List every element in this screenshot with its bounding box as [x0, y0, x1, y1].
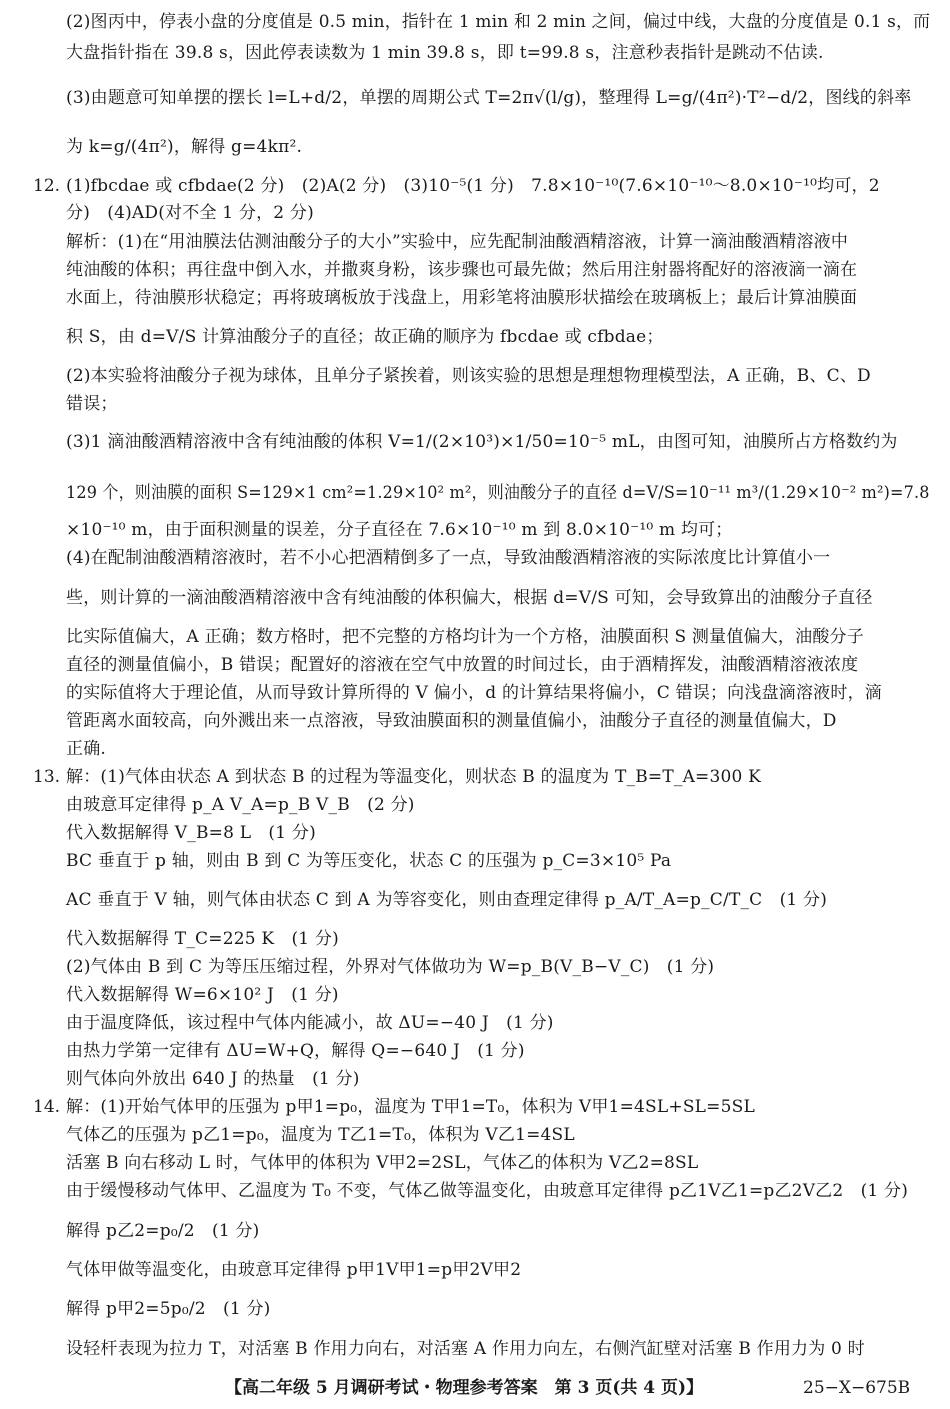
text-line: 气体乙的压强为 p乙1=p₀，温度为 T乙1=T₀，体积为 V乙1=4SL — [66, 1125, 575, 1145]
page-footer: 【高二年级 5 月调研考试・物理参考答案 第 3 页(共 4 页)】 — [225, 1378, 704, 1398]
text-line: (2)本实验将油酸分子视为球体，且单分子紧挨着，则该实验的思想是理想物理模型法，A 正确，B、C、D — [66, 366, 871, 386]
text-line: 的实际值将大于理论值，从而导致计算所得的 V 偏小，d 的计算结果将偏小，C 错误；向浅盘滴溶液时，滴 — [66, 683, 882, 703]
text-line: 由于温度降低，该过程中气体内能减小，故 ΔU=−40 J (1 分) — [66, 1013, 554, 1033]
question-number: 13. — [33, 767, 61, 787]
text-line: (2)图丙中，停表小盘的分度值是 0.5 min，指针在 1 min 和 2 min 之间，偏过中线，大盘的分度值是 0.1 s，而 — [66, 12, 931, 32]
text-line: 活塞 B 向右移动 L 时，气体甲的体积为 V甲2=2SL，气体乙的体积为 V乙2=8SL — [66, 1153, 699, 1173]
text-line: (2)气体由 B 到 C 为等压压缩过程，外界对气体做功为 W=p_B(V_B−V_C) (1 分) — [66, 957, 715, 977]
question-number: 14. — [33, 1097, 61, 1117]
text-line: 由于缓慢移动气体甲、乙温度为 T₀ 不变，气体乙做等温变化，由玻意耳定律得 p乙1V乙1=p乙2V乙2 (1 分) — [66, 1181, 909, 1201]
text-line: 大盘指针指在 39.8 s，因此停表读数为 1 min 39.8 s，即 t=99.8 s，注意秒表指针是跳动不估读. — [66, 43, 824, 63]
text-line: (3)1 滴油酸酒精溶液中含有纯油酸的体积 V=1/(2×10³)×1/50=10⁻⁵ mL，由图可知，油膜所占方格数约为 — [66, 432, 898, 452]
text-line: 解得 p乙2=p₀/2 (1 分) — [66, 1221, 260, 1241]
text-line: 代入数据解得 V_B=8 L (1 分) — [66, 823, 316, 843]
text-line: 解得 p甲2=5p₀/2 (1 分) — [66, 1299, 271, 1319]
text-line: 为 k=g/(4π²)，解得 g=4kπ². — [66, 137, 303, 157]
text-line: AC 垂直于 V 轴，则气体由状态 C 到 A 为等容变化，则由查理定律得 p_A/T_A=p_C/T_C (1 分) — [66, 890, 828, 910]
text-line: 由玻意耳定律得 p_A V_A=p_B V_B (2 分) — [66, 795, 415, 815]
text-line: 错误； — [66, 394, 118, 414]
text-line: 解：(1)开始气体甲的压强为 p甲1=p₀，温度为 T甲1=T₀，体积为 V甲1=4SL+SL=5SL — [66, 1097, 755, 1117]
text-line: 由热力学第一定律有 ΔU=W+Q，解得 Q=−640 J (1 分) — [66, 1041, 525, 1061]
text-line: BC 垂直于 p 轴，则由 B 到 C 为等压变化，状态 C 的压强为 p_C=3×10⁵ Pa — [66, 851, 672, 871]
text-line: (4)在配制油酸酒精溶液时，若不小心把酒精倒多了一点，导致油酸酒精溶液的实际浓度比计算值小一 — [66, 548, 831, 568]
text-line: 代入数据解得 T_C=225 K (1 分) — [66, 929, 339, 949]
text-line: 解析：(1)在“用油膜法估测油酸分子的大小”实验中，应先配制油酸酒精溶液，计算一滴油酸酒精溶液中 — [66, 232, 849, 252]
text-line: 纯油酸的体积；再往盘中倒入水，并撒爽身粉，该步骤也可最先做；然后用注射器将配好的溶液滴一滴在 — [66, 260, 858, 280]
text-line: 管距离水面较高，向外溅出来一点溶液，导致油膜面积的测量值偏小，油酸分子直径的测量值偏大，D — [66, 711, 837, 731]
text-line: 水面上，待油膜形状稳定；再将玻璃板放于浅盘上，用彩笔将油膜形状描绘在玻璃板上；最后计算油膜面 — [66, 288, 858, 308]
text-line: 积 S，由 d=V/S 计算油酸分子的直径；故正确的顺序为 fbcdae 或 cfbdae； — [66, 327, 664, 347]
text-line: 则气体向外放出 640 J 的热量 (1 分) — [66, 1069, 360, 1089]
text-line: 分) (4)AD(对不全 1 分，2 分) — [66, 203, 314, 223]
text-line: ×10⁻¹⁰ m，由于面积测量的误差，分子直径在 7.6×10⁻¹⁰ m 到 8.0×10⁻¹⁰ m 均可； — [66, 520, 733, 540]
text-line: 代入数据解得 W=6×10² J (1 分) — [66, 985, 339, 1005]
text-line: (1)fbcdae 或 cfbdae(2 分) (2)A(2 分) (3)10⁻⁵(1 分) 7.8×10⁻¹⁰(7.6×10⁻¹⁰～8.0×10⁻¹⁰均可，2 — [66, 176, 880, 196]
text-line: 解：(1)气体由状态 A 到状态 B 的过程为等温变化，则状态 B 的温度为 T_B=T_A=300 K — [66, 767, 762, 787]
text-line: 设轻杆表现为拉力 T，对活塞 B 作用力向右，对活塞 A 作用力向左，右侧汽缸壁对活塞 B 作用力为 0 时 — [66, 1339, 865, 1359]
text-line: 比实际值偏大，A 正确；数方格时，把不完整的方格均计为一个方格，油膜面积 S 测量值偏大，油酸分子 — [66, 627, 864, 647]
document-code: 25−X−675B — [803, 1378, 911, 1398]
text-line: 129 个，则油膜的面积 S=129×1 cm²=1.29×10² m²，则油酸分子的直径 d=V/S=10⁻¹¹ m³/(1.29×10⁻² m²)=7.8 — [66, 483, 930, 503]
text-line: 直径的测量值偏小，B 错误；配置好的溶液在空气中放置的时间过长，由于酒精挥发，油酸酒精溶液浓度 — [66, 655, 859, 675]
text-line: (3)由题意可知单摆的摆长 l=L+d/2，单摆的周期公式 T=2π√(l/g)，整理得 L=g/(4π²)·T²−d/2，图线的斜率 — [66, 88, 912, 108]
question-number: 12. — [33, 176, 61, 196]
text-line: 正确. — [66, 739, 107, 759]
text-line: 些，则计算的一滴油酸酒精溶液中含有纯油酸的体积偏大，根据 d=V/S 可知，会导致算出的油酸分子直径 — [66, 588, 873, 608]
text-line: 气体甲做等温变化，由玻意耳定律得 p甲1V甲1=p甲2V甲2 — [66, 1260, 522, 1280]
